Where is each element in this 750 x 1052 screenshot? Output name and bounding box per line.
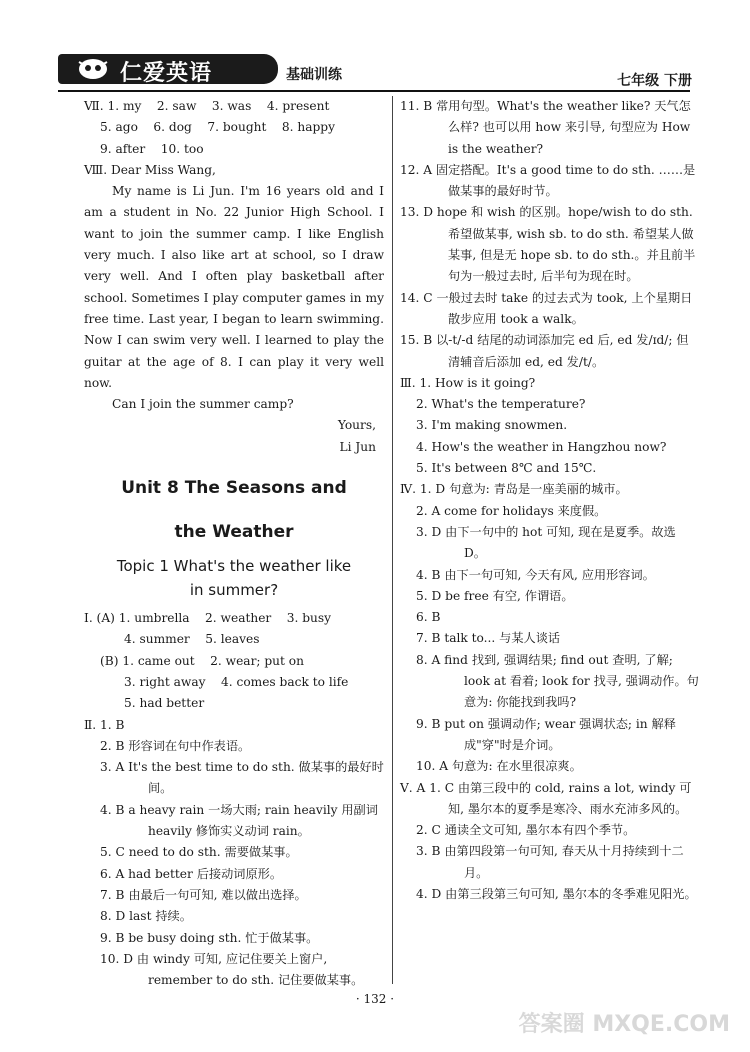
- page-number: · 132 ·: [355, 992, 395, 1006]
- answer-item: 7. B talk to... 与某人谈话: [416, 631, 561, 646]
- answer-line: Ⅱ. 1. B: [84, 717, 125, 732]
- letter-heading: Ⅷ. Dear Miss Wang,: [84, 162, 216, 177]
- answer-line: Ⅶ. 1. my 2. saw 3. was 4. present: [84, 99, 330, 113]
- answer-item: 3. B 由第四段第一句可知, 春天从十月持续到十二月。: [416, 844, 684, 880]
- answer-item: 4. B 由下一句可知, 今天有风, 应用形容词。: [416, 567, 655, 582]
- answer-line: 5. ago 6. dog 7. bought 8. happy: [100, 120, 335, 135]
- answer-line: 4. How's the weather in Hangzhou now?: [416, 439, 667, 454]
- answer-item: 12. A 固定搭配。It's a good time to do sth. ……是做某事的最好时节。: [400, 162, 696, 199]
- right-column: [400, 96, 700, 905]
- answer-item: 14. C 一般过去时 take 的过去式为 took, 上个星期日散步应用 took a walk。: [400, 290, 693, 326]
- letter-signature: Li Jun: [339, 439, 376, 454]
- answer-item: 3. D 由下一句中的 hot 可知, 现在是夏季。故选 D。: [416, 524, 676, 561]
- answer-item: 11. B 常用句型。What's the weather like? 天气怎么样? 也可以用 how 来引导, 句型应为 How is the weather?: [400, 99, 691, 156]
- bird-logo-icon: [76, 54, 110, 84]
- page-header: [0, 0, 750, 92]
- answer-item: 10. D 由 windy 可知, 应记住要关上窗户, remember to do sth. 记住要做某事。: [100, 951, 364, 988]
- letter-closing: Yours,: [337, 418, 376, 433]
- answer-item: 2. C 通读全文可知, 墨尔本有四个季节。: [416, 823, 636, 838]
- answer-item: 5. C need to do sth. 需要做某事。: [100, 845, 298, 860]
- answer-item: 6. B: [416, 610, 441, 625]
- answer-item: 2. A come for holidays 来度假。: [416, 503, 607, 518]
- grade-label: 七年级 下册: [617, 73, 692, 89]
- answer-line: (B) 1. came out 2. wear; put on: [100, 653, 304, 668]
- letter-body: My name is Li Jun. I'm 16 years old and I am a student in No. 22 Junior High School. I want to join the summer camp. I like English very much. I also like art at school, so I draw very well. And I often play basketball after school. Sometimes I play computer games in my free time. Last year, I began to learn swimming. Now I can swim very well. I learned to play the guitar at the age of 8. I can play it very well now.: [84, 184, 384, 390]
- left-column: [84, 96, 384, 991]
- answer-item: 10. A 句意为: 在水里很凉爽。: [416, 759, 582, 774]
- answer-item: 2. B 形容词在句中作表语。: [100, 738, 251, 753]
- answer-line: 3. right away 4. comes back to life: [124, 674, 349, 689]
- answer-line: 9. after 10. too: [100, 141, 204, 156]
- answer-line: 5. It's between 8℃ and 15℃.: [416, 461, 597, 476]
- answer-line: 4. summer 5. leaves: [124, 632, 260, 647]
- header-rule: [58, 90, 690, 92]
- unit-title-line2: the Weather: [174, 522, 294, 543]
- answer-item: 5. D be free 有空, 作谓语。: [416, 588, 574, 603]
- answer-item: 4. B a heavy rain 一场大雨; rain heavily 用副词 heavily 修饰实义动词 rain。: [100, 802, 378, 839]
- logo-title: 仁爱英语: [120, 61, 213, 86]
- answer-line: Ⅰ. (A) 1. umbrella 2. weather 3. busy: [84, 611, 332, 626]
- answer-line: 2. What's the temperature?: [416, 397, 586, 412]
- topic-title: Topic 1 What's the weather like: [116, 557, 352, 576]
- answer-item: 7. B 由最后一句可知, 难以做出选择。: [100, 887, 307, 902]
- answer-item: 9. B put on 强调动作; wear 强调状态; in 解释成"穿"时是介词。: [416, 716, 676, 752]
- answer-item: Ⅳ. 1. D 句意为: 青岛是一座美丽的城市。: [400, 482, 628, 497]
- answer-line: 3. I'm making snowmen.: [416, 418, 568, 433]
- letter-question: Can I join the summer camp?: [112, 397, 294, 412]
- answer-item: 3. A It's the best time to do sth. 做某事的最好时间。: [100, 760, 384, 796]
- answer-item: 8. D last 持续。: [100, 909, 192, 924]
- answer-item: 9. B be busy doing sth. 忙于做某事。: [100, 930, 319, 945]
- topic-title-line2: in summer?: [189, 581, 279, 600]
- answer-item: Ⅴ. A 1. C 由第三段中的 cold, rains a lot, windy 可知, 墨尔本的夏季是寒冷、雨水充沛多风的。: [400, 780, 692, 816]
- answer-line: 5. had better: [124, 696, 205, 711]
- answer-item: 13. D hope 和 wish 的区别。hope/wish to do sth. 希望做某事, wish sb. to do sth. 希望某人做某事, 但是无 hope sb. to do sth.。并且前半句为一般过去时, 后半句为现在时。: [400, 205, 696, 284]
- column-divider: [392, 96, 393, 984]
- watermark: 答案圈 MXQE.COM: [518, 1012, 730, 1037]
- answer-item: 6. A had better 后接动词原形。: [100, 866, 283, 881]
- answer-item: 15. B 以-t/-d 结尾的动词添加完 ed 后, ed 发/ɪd/; 但清辅音后添加 ed, ed 发/t/。: [400, 333, 689, 369]
- answer-item: 8. A find 找到, 强调结果; find out 查明, 了解; look at 看着; look for 找寻, 强调动作。句意为: 你能找到我吗?: [416, 652, 699, 710]
- answer-item: 4. D 由第三段第三句可知, 墨尔本的冬季难见阳光。: [416, 886, 697, 901]
- answer-line: Ⅲ. 1. How is it going?: [400, 375, 536, 390]
- logo-subtitle: 基础训练: [286, 67, 342, 83]
- unit-title: Unit 8 The Seasons and: [121, 478, 347, 499]
